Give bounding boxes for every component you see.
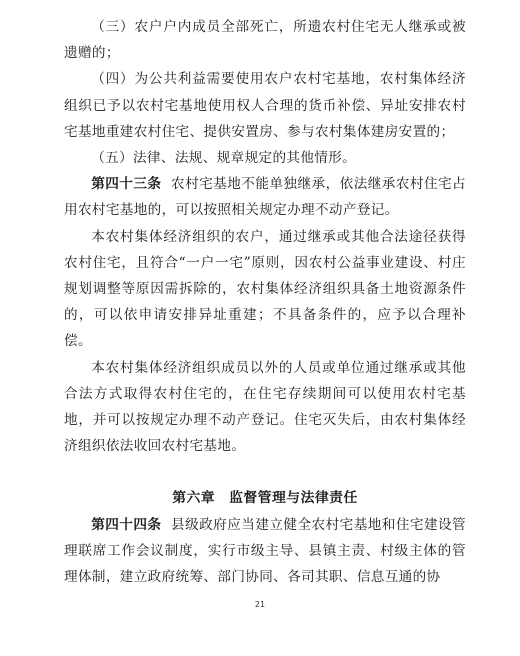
chapter-title: 监督管理与法律责任 bbox=[229, 490, 358, 507]
paragraph-text: 本农村集体经济组织的农户，通过继承或其他合法途径获得农村住宅，且符合“一户一宅”原则，因农村公益事业建设、村庄规划调整等原因需拆除的，农村集体经济组织具备土地资源条件的，可以依申请安排异址重建；不具备条件的，应予以合理补偿。 bbox=[64, 228, 466, 350]
paragraph-clause-5 bbox=[64, 145, 466, 171]
spacer bbox=[161, 176, 171, 192]
paragraph-text: 本农村集体经济组织成员以外的人员或单位通过继承或其他合法方式取得农村住宅的，在住宅存续期间可以使用农村宅基地，并可以按规定办理不动产登记。住宅灭失后，由农村集体经济组织依法收回农村宅基地。 bbox=[64, 359, 466, 455]
paragraph-clause-4 bbox=[64, 66, 466, 145]
paragraph-text: （五）法律、法规、规章规定的其他情形。 bbox=[91, 150, 357, 167]
chapter-heading bbox=[64, 485, 466, 511]
document-body bbox=[64, 14, 466, 590]
paragraph-article-43 bbox=[64, 171, 466, 223]
section-gap bbox=[64, 459, 466, 485]
paragraph-article-43-section-3 bbox=[64, 355, 466, 460]
paragraph-text: 农村宅基地不能单独继承，依法继承农村住宅占用农村宅基地的，可以按照相关规定办理不动产登记。 bbox=[64, 176, 466, 219]
article-number: 第四十四条 bbox=[91, 516, 162, 533]
paragraph-text: （四）为公共利益需要使用农户农村宅基地，农村集体经济组织已予以农村宅基地使用权人合理的货币补偿、异址安排农村宅基地重建农村住宅、提供安置房、参与农村集体建房安置的； bbox=[64, 71, 466, 140]
paragraph-text: 县级政府应当建立健全农村宅基地和住宅建设管理联席工作会议制度，实行市级主导、县镇主责、村级主体的管理体制，建立政府统筹、部门协同、各司其职、信息互通的协 bbox=[64, 516, 466, 586]
page-number: 21 bbox=[254, 600, 266, 609]
article-number: 第四十三条 bbox=[91, 176, 162, 193]
paragraph-article-43-section-2 bbox=[64, 224, 466, 355]
paragraph-article-44 bbox=[64, 512, 466, 591]
chapter-number: 第六章 bbox=[172, 490, 216, 507]
paragraph-clause-3 bbox=[64, 14, 466, 66]
spacer bbox=[161, 517, 171, 533]
paragraph-text: （三）农户户内成员全部死亡，所遗农村住宅无人继承或被遗赠的； bbox=[64, 19, 466, 62]
